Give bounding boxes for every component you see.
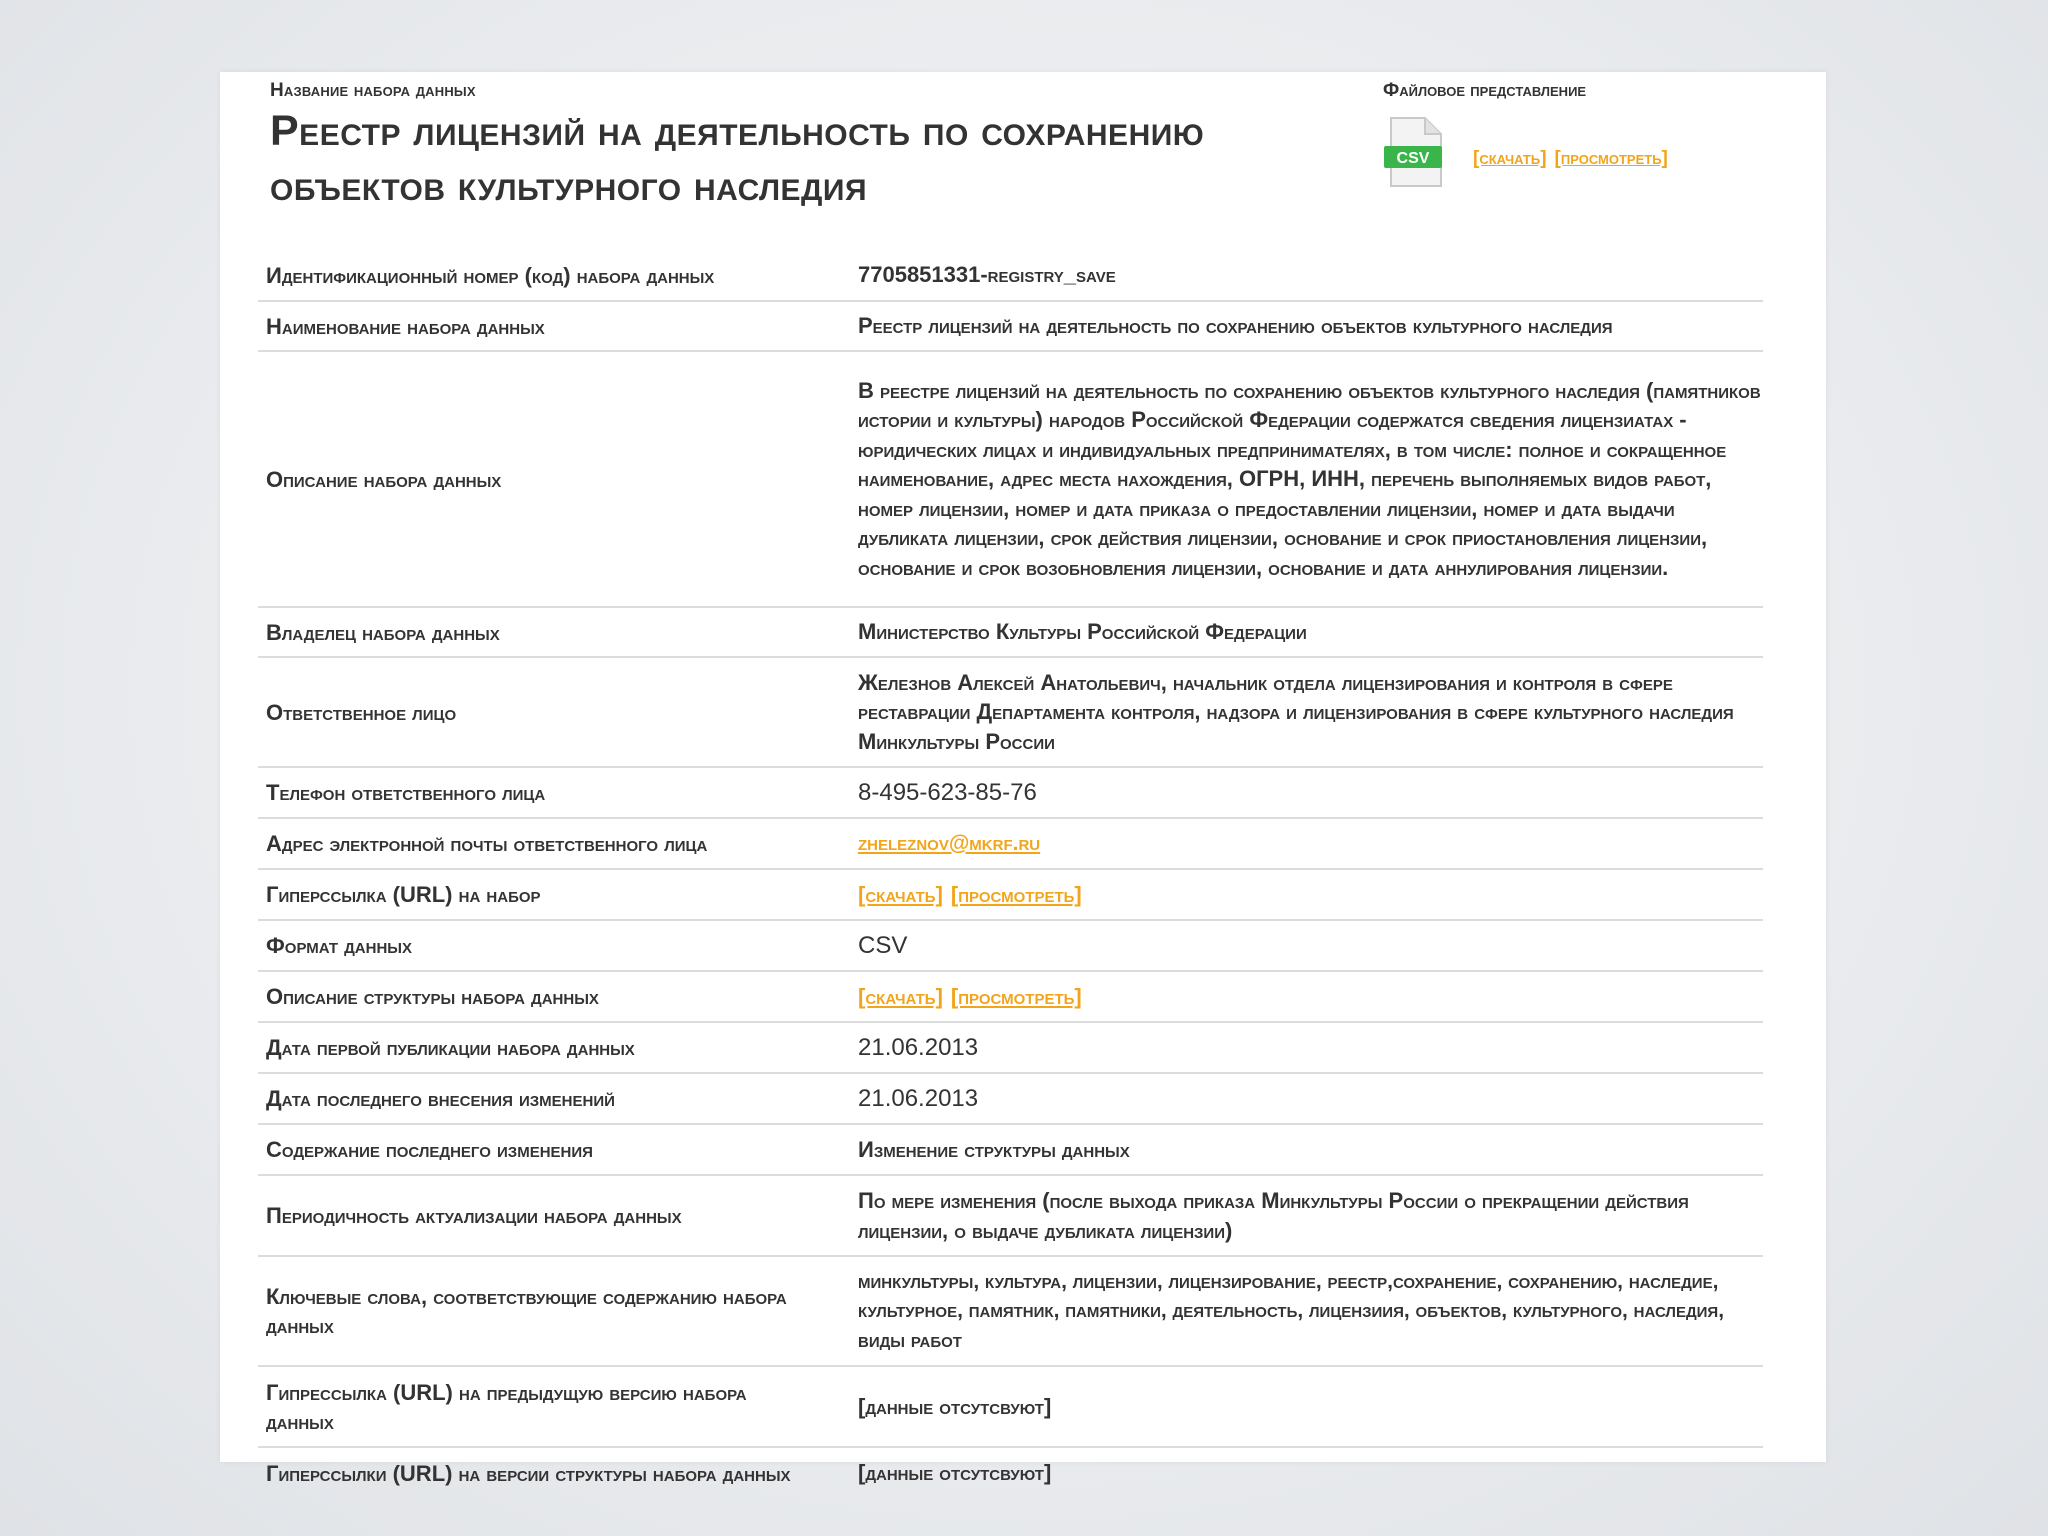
row-key-first-published: Дата первой публикации набора данных xyxy=(266,1035,635,1060)
row-value-keywords: минкультуры, культура, лицензии, лицензирование, реестр,сохранение, сохранению, наследие, культурное, памятник, памятники, деятельность, лицензиия, объектов, культурного, наследия, виды работ xyxy=(858,1269,1725,1352)
row-key-previous-version: Гипрессылка (URL) на предыдущую версию набора данных xyxy=(266,1379,747,1434)
table-row xyxy=(258,250,1763,302)
file-links xyxy=(1473,148,1668,170)
table-row xyxy=(258,1125,1763,1176)
row-key-owner: Владелец набора данных xyxy=(266,619,500,645)
table-row xyxy=(258,870,1763,921)
csv-badge-text: CSV xyxy=(1396,150,1430,167)
row-value-first-published: 21.06.2013 xyxy=(858,1033,979,1061)
row-value-name: Реестр лицензий на деятельность по сохранению объектов культурного наследия xyxy=(858,313,1613,339)
file-representation-label: Файловое представление xyxy=(1383,80,1587,101)
structure-download-link[interactable]: [скачать] xyxy=(858,983,943,1009)
row-key-name: Наименование набора данных xyxy=(266,313,545,339)
row-key-id: Идентификационный номер (код) набора данных xyxy=(266,262,715,288)
row-value-periodicity: По мере изменения (после выхода приказа Минкультуры России о прекращении действия лицензии, о выдаче дубликата лицензии) xyxy=(858,1188,1689,1243)
table-row xyxy=(258,352,1763,608)
dataset-properties-table xyxy=(258,250,1763,1498)
dataset-header xyxy=(220,72,1826,247)
row-value-structure-versions: [данные отсутсвуют] xyxy=(858,1460,1052,1486)
row-key-description: Описание набора данных xyxy=(266,466,502,492)
dataset-download-link[interactable]: [скачать] xyxy=(858,881,943,907)
row-key-keywords: Ключевые слова, соответствующие содержанию набора данных xyxy=(266,1284,787,1338)
row-value-previous-version: [данные отсутсвуют] xyxy=(858,1393,1052,1419)
structure-view-link[interactable]: [просмотреть] xyxy=(950,983,1082,1009)
email-link[interactable]: zheleznov@mkrf.ru xyxy=(858,831,1041,855)
row-key-last-modified: Дата последнего внесения изменений xyxy=(266,1086,615,1111)
table-row xyxy=(258,1448,1763,1498)
row-value-id: 7705851331-registry_save xyxy=(858,262,1116,288)
dataset-card xyxy=(220,72,1826,1486)
file-view-link[interactable]: [просмотреть] xyxy=(1554,148,1668,169)
row-key-email: Адрес электронной почты ответственного лица xyxy=(266,831,708,856)
table-row xyxy=(258,1367,1763,1448)
csv-file-icon[interactable] xyxy=(1383,116,1449,188)
row-key-format: Формат данных xyxy=(266,933,412,958)
table-row xyxy=(258,608,1763,658)
dataset-view-link[interactable]: [просмотреть] xyxy=(950,881,1082,907)
table-row xyxy=(258,658,1763,768)
table-row xyxy=(258,768,1763,819)
table-row xyxy=(258,972,1763,1023)
row-key-phone: Телефон ответственного лица xyxy=(266,780,546,805)
row-value-phone: 8-495-623-85-76 xyxy=(858,778,1037,806)
table-row xyxy=(258,1074,1763,1125)
row-value-format: CSV xyxy=(858,931,908,959)
row-value-last-modified: 21.06.2013 xyxy=(858,1084,979,1112)
table-row xyxy=(258,1176,1763,1257)
row-key-responsible: Ответственное лицо xyxy=(266,699,457,725)
table-row xyxy=(258,1257,1763,1367)
file-download-link[interactable]: [скачать] xyxy=(1473,148,1547,169)
dataset-name-label: Название набора данных xyxy=(270,80,476,101)
table-row xyxy=(258,302,1763,352)
row-key-periodicity: Периодичность актуализации набора данных xyxy=(266,1203,682,1228)
table-row xyxy=(258,921,1763,972)
row-key-structure-versions: Гиперссылки (URL) на версии структуры набора данных xyxy=(266,1460,791,1486)
page-title: Реестр лицензий на деятельность по сохранению объектов культурного наследия xyxy=(270,107,1205,210)
row-key-url: Гиперссылка (URL) на набор xyxy=(266,882,541,907)
row-value-description: В реестре лицензий на деятельность по сохранению объектов культурного наследия (памятников истории и культуры) народов Российской Федерации содержатся сведения лицензиатах - юридических лицах и индивидуальных предпринимателях, в том числе: полное и сокращенное наименование, адрес места нахождения, ОГРН, ИНН, перечень выполняемых видов работ, номер лицензии, номер и дата приказа о предоставлении лицензии, номер и дата выдачи дубликата лицензии, срок действия лицензии, основание и срок приостановления лицензии, основание и срок возобновления лицензии, основание и дата аннулирования лицензии. xyxy=(858,377,1761,580)
row-value-owner: Министерство Культуры Российской Федерации xyxy=(858,619,1307,645)
row-key-last-change: Содержание последнего изменения xyxy=(266,1137,593,1162)
row-value-responsible: Железнов Алексей Анатольевич, начальник отдела лицензирования и контроля в сфере реставрации Департамента контроля, надзора и лицензирования в сфере культурного наследия Минкультуры России xyxy=(858,669,1734,754)
table-row xyxy=(258,1023,1763,1074)
row-value-last-change: Изменение структуры данных xyxy=(858,1136,1130,1162)
row-key-structure: Описание структуры набора данных xyxy=(266,984,599,1009)
table-row xyxy=(258,819,1763,870)
